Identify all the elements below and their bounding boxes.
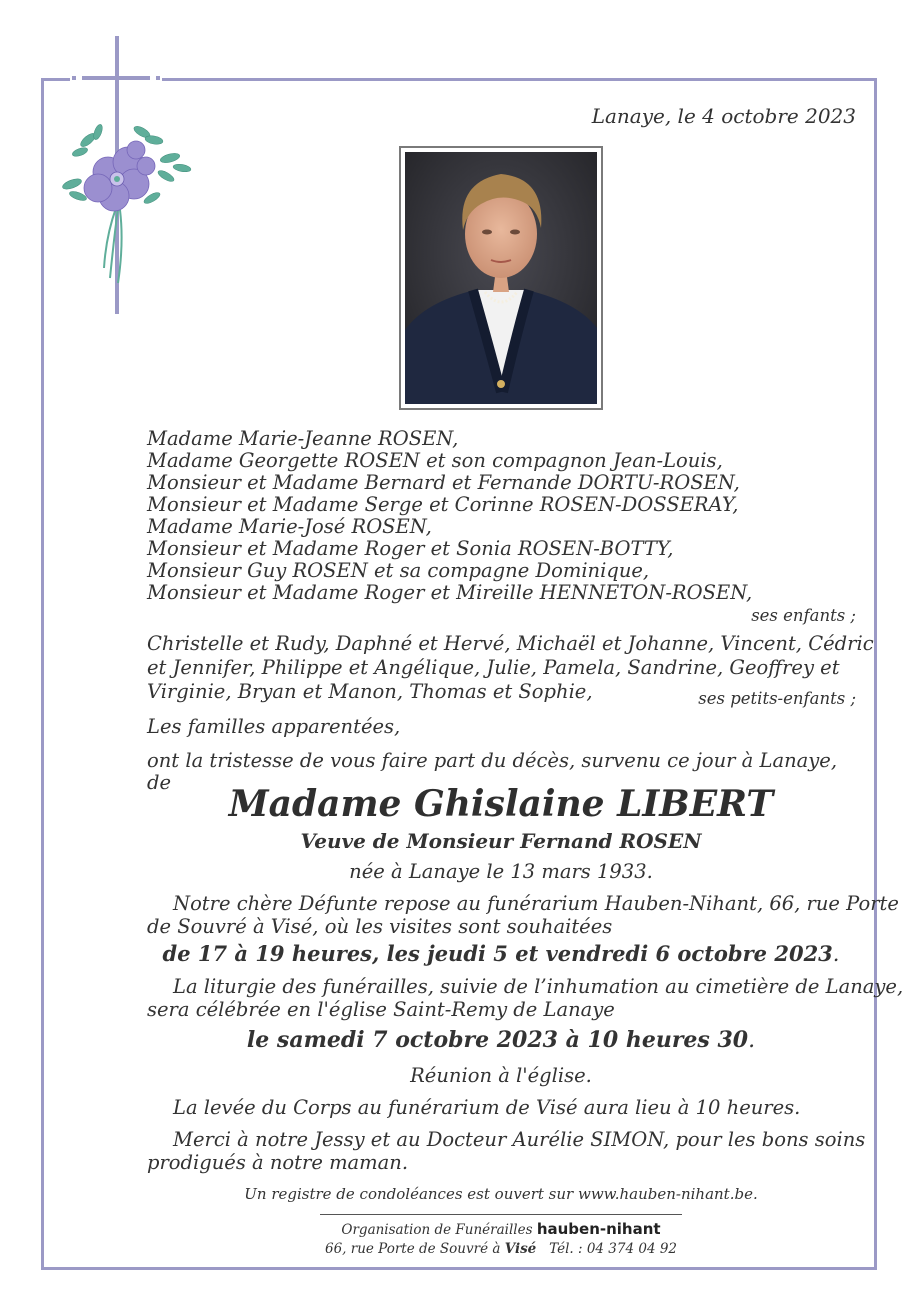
- organisation-label: Organisation de Funérailles: [341, 1222, 533, 1238]
- funeral-date-end: .: [748, 1028, 756, 1053]
- footer-divider: [320, 1214, 682, 1215]
- child-line: Madame Georgette ROSEN et son compagnon Jean-Louis,: [147, 449, 723, 472]
- phone-text: Tél. : 04 374 04 92: [549, 1241, 678, 1257]
- visitation-times-end: .: [832, 942, 840, 966]
- visitation-paragraph: [147, 892, 899, 938]
- child-line: Madame Marie-Jeanne ROSEN,: [147, 427, 459, 450]
- birth-info: née à Lanaye le 13 mars 1933.: [349, 860, 653, 883]
- meeting-line: Réunion à l'église.: [410, 1064, 592, 1087]
- families-line: Les familles apparentées,: [147, 715, 401, 738]
- child-line: Monsieur et Madame Roger et Mireille HENNETON-ROSEN,: [147, 581, 753, 604]
- funeral-date: [147, 1027, 855, 1053]
- children-label: ses enfants ;: [751, 606, 856, 625]
- grandchildren-label: ses petits-enfants ;: [698, 689, 856, 708]
- funeral-line-2: sera célébrée en l'église Saint-Remy de Lanaye: [147, 998, 615, 1021]
- thanks-line-1: Merci à notre Jessy et au Docteur Aurélie SIMON, pour les bons soins: [173, 1128, 866, 1151]
- footer-organisation: [147, 1220, 855, 1238]
- child-line: Monsieur et Madame Roger et Sonia ROSEN-BOTTY,: [147, 537, 674, 560]
- visitation-line-1: Notre chère Défunte repose au funérarium Hauben-Nihant, 66, rue Porte: [173, 892, 899, 915]
- announcement-line: ont la tristesse de vous faire part du décès, survenu ce jour à Lanaye, de: [147, 749, 838, 794]
- brand-logo: hauben-nihant: [536, 1220, 661, 1238]
- visitation-times-text: de 17 à 19 heures, les jeudi 5 et vendredi 6 octobre 2023: [162, 941, 833, 966]
- flower-icon: [58, 118, 200, 288]
- thanks-line-2: prodigués à notre maman.: [147, 1151, 409, 1174]
- date-line: Lanaye, le 4 octobre 2023: [591, 104, 856, 128]
- child-line: Monsieur Guy ROSEN et sa compagne Dominique,: [147, 559, 650, 582]
- deceased-name: Madame Ghislaine LIBERT: [228, 783, 774, 825]
- visitation-line-2: de Souvré à Visé, où les visites sont souhaitées: [147, 915, 613, 938]
- levee-line: La levée du Corps au funérarium de Visé aura lieu à 10 heures.: [173, 1096, 801, 1119]
- portrait-photo: [405, 152, 597, 404]
- registry-line: Un registre de condoléances est ouvert sur www.hauben-nihant.be.: [244, 1185, 758, 1203]
- visitation-times: [147, 941, 855, 966]
- grandchildren-line: et Jennifer, Philippe et Angélique, Julie, Pamela, Sandrine, Geoffrey et: [147, 656, 840, 679]
- child-line: Monsieur et Madame Bernard et Fernande DORTU-ROSEN,: [147, 471, 740, 494]
- footer-address: [147, 1241, 855, 1257]
- funeral-paragraph: [147, 975, 904, 1021]
- funeral-date-text: le samedi 7 octobre 2023 à 10 heures 30: [246, 1027, 749, 1053]
- portrait-frame: [399, 146, 603, 410]
- funeral-line-1: La liturgie des funérailles, suivie de l’inhumation au cimetière de Lanaye,: [173, 975, 904, 998]
- city-text: Visé: [504, 1241, 537, 1257]
- child-line: Monsieur et Madame Serge et Corinne ROSEN-DOSSERAY,: [147, 493, 739, 516]
- address-text: 66, rue Porte de Souvré à: [324, 1241, 501, 1257]
- grandchildren-line: Christelle et Rudy, Daphné et Hervé, Michaël et Johanne, Vincent, Cédric: [147, 632, 874, 655]
- thanks-paragraph: [147, 1128, 866, 1174]
- portrait-illustration: [405, 152, 597, 404]
- widow-of: Veuve de Monsieur Fernand ROSEN: [300, 829, 702, 853]
- grandchildren-line: Virginie, Bryan et Manon, Thomas et Sophie,: [147, 680, 593, 703]
- child-line: Madame Marie-José ROSEN,: [147, 515, 432, 538]
- children-list: [147, 428, 855, 604]
